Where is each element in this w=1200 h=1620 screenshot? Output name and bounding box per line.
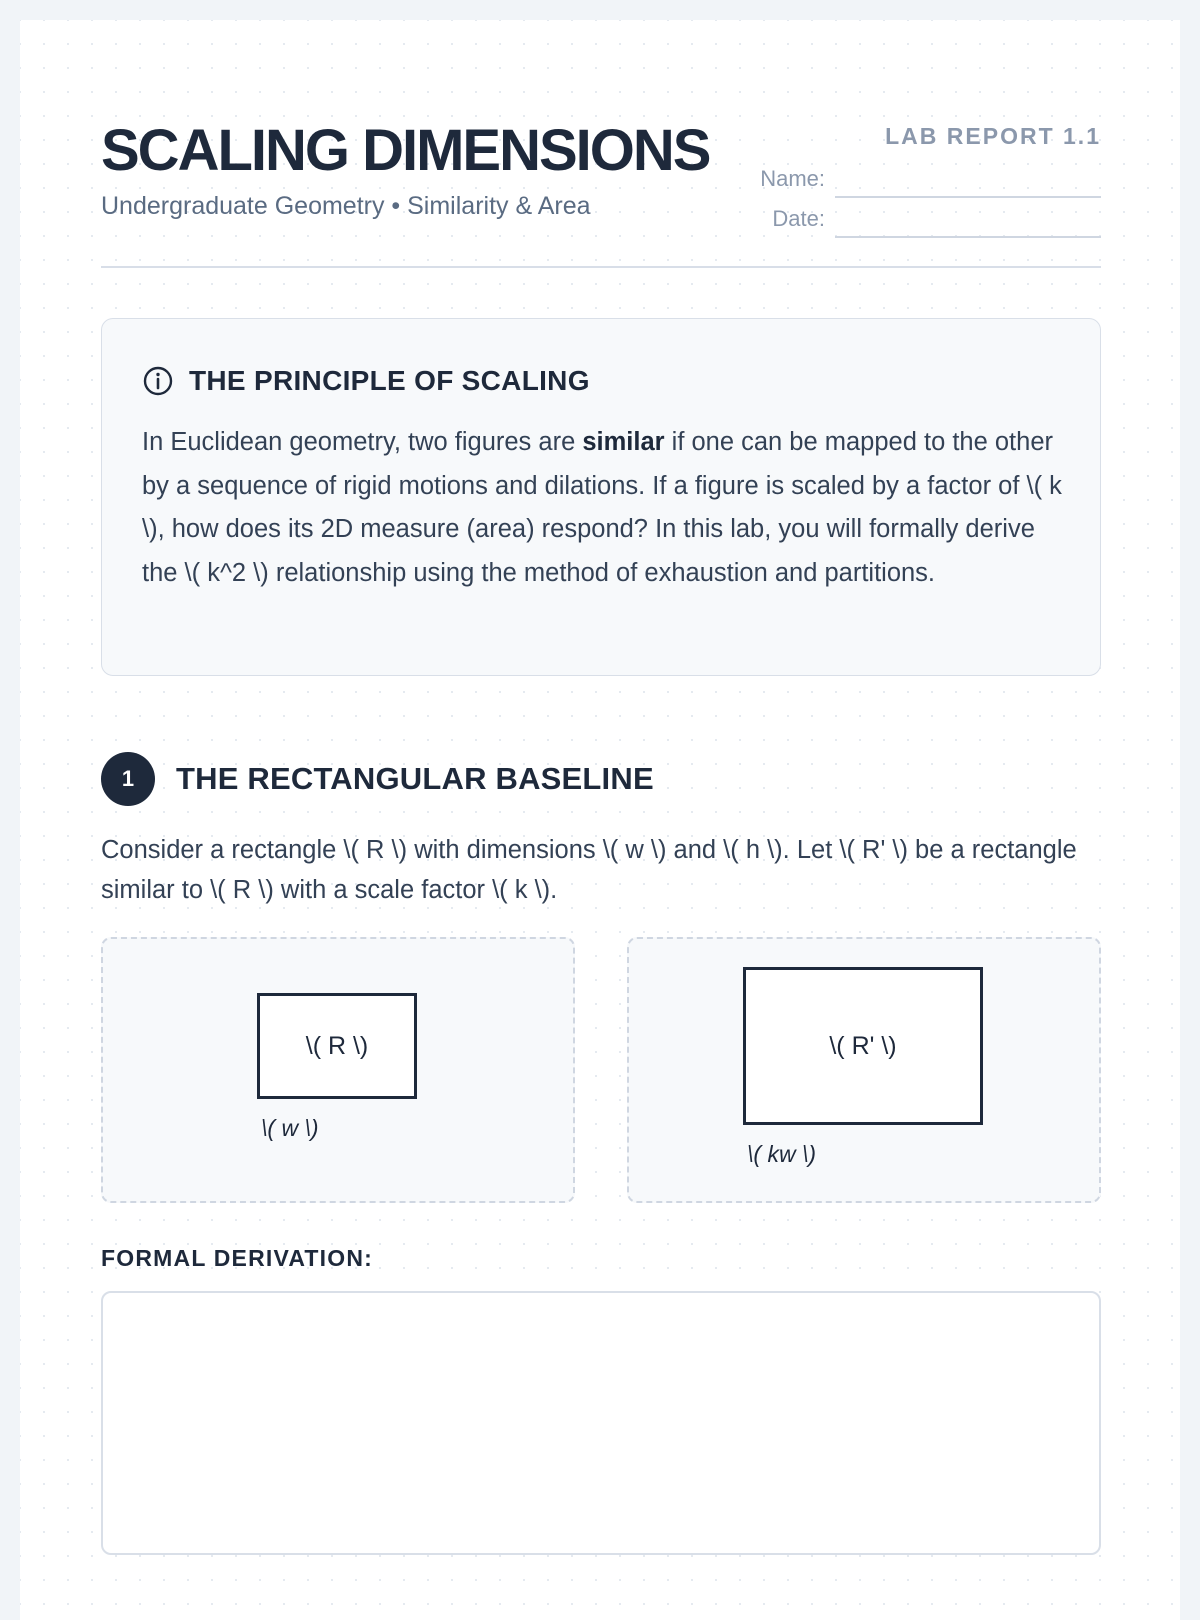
figure-panel-scaled	[627, 937, 1101, 1203]
derivation-label: FORMAL DERIVATION:	[101, 1245, 374, 1271]
report-number-label: LAB REPORT 1.1	[885, 123, 1101, 149]
date-label: Date:	[772, 206, 825, 231]
name-label: Name:	[760, 166, 825, 191]
rectangle-r-label: \( R \)	[305, 1031, 369, 1060]
report-header	[101, 100, 1101, 270]
derivation-input[interactable]	[101, 1291, 1101, 1555]
page-subtitle: Undergraduate Geometry • Similarity & Area	[101, 192, 591, 220]
rectangle-r-prime-label: \( R' \)	[829, 1031, 897, 1060]
callout-body-emphasis: similar	[582, 428, 665, 456]
worksheet-page	[20, 20, 1180, 1620]
rectangle-r-prime	[743, 967, 983, 1125]
rectangle-r-prime-width-label: \( kw \)	[747, 1141, 816, 1167]
callout-body-text-continued: if one can be mapped to the other by a sequence of rigid motions and dilations. If a figure is scaled by a factor of \( k \), how does its 2D measure (area) respond? In this lab, you will formally derive the \( k^2 \) relationship using the method of exhaustion and partitions.	[142, 428, 1062, 587]
section-1-description: Consider a rectangle \( R \) with dimensions \( w \) and \( h \). Let \( R' \) be a rectangle similar to \( R \) with a scale factor \( k \).	[101, 836, 1077, 904]
rectangle-r-width-label: \( w \)	[261, 1115, 319, 1141]
date-field[interactable]	[835, 236, 1101, 238]
callout-heading	[142, 365, 590, 397]
page-title: SCALING DIMENSIONS	[101, 118, 710, 183]
figure-panel-original	[101, 937, 575, 1203]
section-title: THE RECTANGULAR BASELINE	[176, 761, 654, 796]
section-number-badge: 1	[101, 752, 155, 806]
rectangle-r	[257, 993, 417, 1099]
callout-body	[142, 421, 1062, 595]
section-1-heading	[101, 752, 1101, 806]
callout-body-text: In Euclidean geometry, two figures are	[142, 428, 583, 456]
header-divider	[101, 266, 1101, 268]
callout-title: THE PRINCIPLE OF SCALING	[189, 365, 590, 396]
principle-callout	[101, 318, 1101, 676]
name-field[interactable]	[835, 196, 1101, 198]
info-icon	[142, 365, 174, 397]
